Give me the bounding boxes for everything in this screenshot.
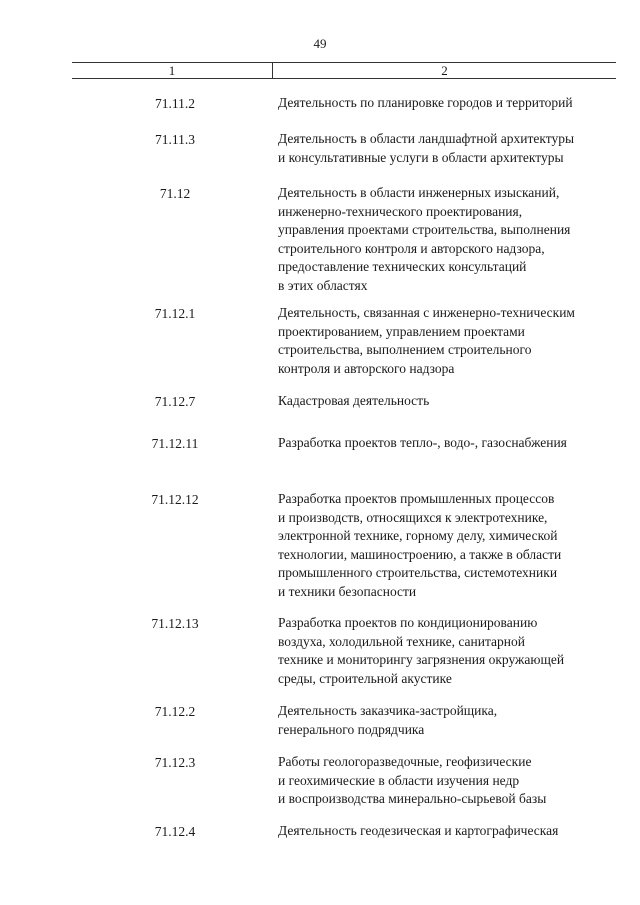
activity-code: 71.12.2 xyxy=(154,704,196,719)
table-header-col1: 1 xyxy=(168,63,176,78)
activity-description: Работы геологоразведочные, геофизические и геохимические в области изучения недр и воспроизводства минерально-сырьевой базы xyxy=(278,754,547,806)
activity-code: 71.12.13 xyxy=(151,616,199,631)
activity-description: Разработка проектов тепло-, водо-, газоснабжения xyxy=(278,435,567,450)
activity-code: 71.12 xyxy=(159,186,191,201)
activity-code: 71.12.7 xyxy=(154,394,196,409)
activity-code: 71.12.3 xyxy=(154,755,196,770)
activity-code: 71.12.1 xyxy=(154,306,196,321)
activity-description: Деятельность по планировке городов и территорий xyxy=(278,95,573,110)
activity-code: 71.12.12 xyxy=(151,492,199,507)
activity-description: Деятельность в области ландшафтной архитектуры и консультативные услуги в области архитектуры xyxy=(278,131,575,165)
activity-description: Деятельность в области инженерных изысканий, инженерно-технического проектирования, управления проектами строительства, выполнения строительного контроля и авторского надзора, предоставление технических консультаций в этих областях xyxy=(278,185,571,293)
activity-description: Деятельность геодезическая и картографическая xyxy=(278,823,559,838)
activity-description: Деятельность, связанная с инженерно-техническим проектированием, управлением проектами строительства, выполнением строительного контроля и авторского надзора xyxy=(278,305,575,376)
activity-description: Разработка проектов по кондиционированию воздуха, холодильной технике, санитарной технике и мониторингу загрязнения окружающей среды, строительной акустике xyxy=(278,615,565,686)
activity-description: Кадастровая деятельность xyxy=(278,393,430,408)
activity-code: 71.11.3 xyxy=(155,132,195,147)
table-header-col2: 2 xyxy=(441,63,448,78)
page-number: 49 xyxy=(313,36,327,51)
activity-description: Деятельность заказчика-застройщика, генерального подрядчика xyxy=(278,703,498,737)
activity-description: Разработка проектов промышленных процессов и производств, относящихся к электротехнике, электронной технике, горному делу, химической технологии, машиностроению, а также в области промышленного строительства, системотехники и техники безопасности xyxy=(278,491,562,599)
activity-code: 71.11.2 xyxy=(155,96,195,111)
activity-code: 71.12.11 xyxy=(151,436,199,451)
activity-code: 71.12.4 xyxy=(154,824,196,839)
